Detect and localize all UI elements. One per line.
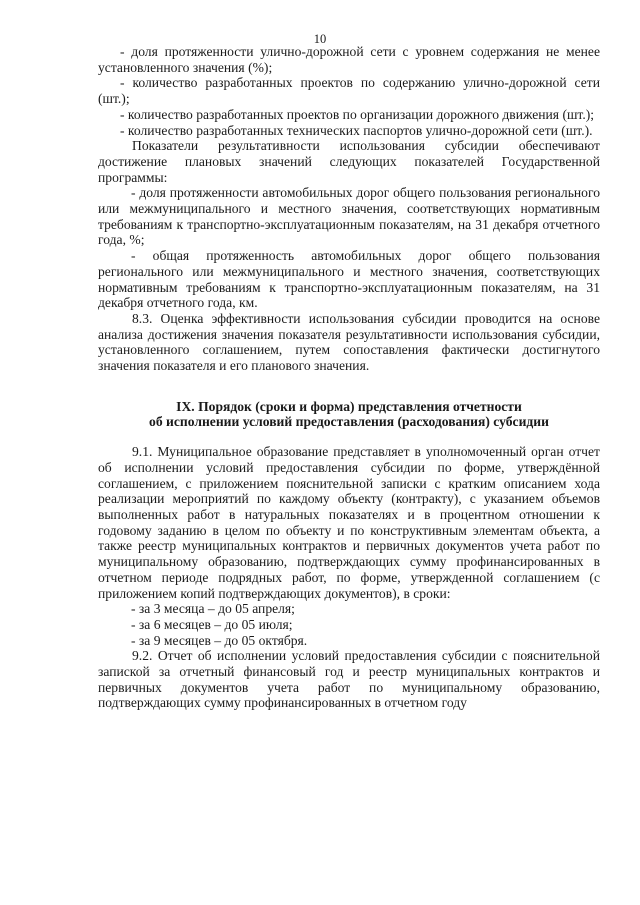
list-item: - количество разработанных технических паспортов улично-дорожной сети (шт.). — [120, 122, 593, 138]
paragraph-9-1: 9.1. Муниципальное образование представляет в уполномоченный орган отчет об исполнении условий предоставления субсидии по форме, утверждённой соглашением, с приложением пояснительной записки с кратким описанием хода реализации мероприятий по каждому объекту (контракту), с указанием объемов выполненных работ в натуральных показателях и в процентном отношении к годовому заданию в целом по объекту и по конструктивным элементам объекта, а также реестр муниципальных контрактов и первичных документов учета работ по муниципальному образованию, подтверждающих сумму профинансированных в отчетном периоде подрядных работ, по форме, утвержденной соглашением (с приложением копий подтверждающих документов), в сроки: — [98, 444, 600, 601]
deadline-item: - за 9 месяцев – до 05 октября. — [131, 632, 308, 648]
deadline-item: - за 3 месяца – до 05 апреля; — [131, 601, 295, 617]
page-number: 10 — [313, 32, 327, 46]
paragraph-results-intro: Показатели результативности использования субсидии обеспечивают достижение плановых значений следующих показателей Государственной программы: — [98, 138, 600, 185]
list-item: - доля протяженности улично-дорожной сети с уровнем содержания не менее установленного значения (%); — [98, 44, 600, 75]
section-title — [98, 399, 600, 430]
deadline-item: - за 6 месяцев – до 05 июля; — [131, 616, 293, 632]
list-item: - количество разработанных проектов по содержанию улично-дорожной сети (шт.); — [98, 75, 600, 107]
page-body — [98, 44, 600, 711]
list-item: - количество разработанных проектов по организации дорожного движения (шт.); — [120, 106, 595, 122]
paragraph-9-2: 9.2. Отчет об исполнении условий предоставления субсидии с пояснительной запиской за отчетный финансовый год и реестр муниципальных контрактов и первичных документов учета работ по муниципальному образованию, подтверждающих сумму профинансированных в отчетном году — [98, 648, 600, 711]
list-item: - доля протяженности автомобильных дорог общего пользования регионального или межмуниципального и местного значения, соответствующих нормативным требованиям к транспортно-эксплуатационным показателям, на 31 декабря отчетного года, %; — [98, 185, 600, 248]
list-item: - общая протяженность автомобильных дорог общего пользования регионального или межмуниципального и местного значения, соответствующих нормативным требованиям к транспортно-эксплуатационным показателям, на 31 декабря отчетного года, км. — [98, 248, 600, 311]
section-title-line2: об исполнении условий предоставления (расходования) субсидии — [149, 414, 549, 430]
section-title-line1: IX. Порядок (сроки и форма) представления отчетности — [176, 398, 522, 414]
paragraph-8-3: 8.3. Оценка эффективности использования субсидии проводится на основе анализа достижения значения показателя результативности использования субсидии, установленного соглашением, путем сопоставления фактически достигнутого значения показателя и его планового значения. — [98, 310, 600, 374]
